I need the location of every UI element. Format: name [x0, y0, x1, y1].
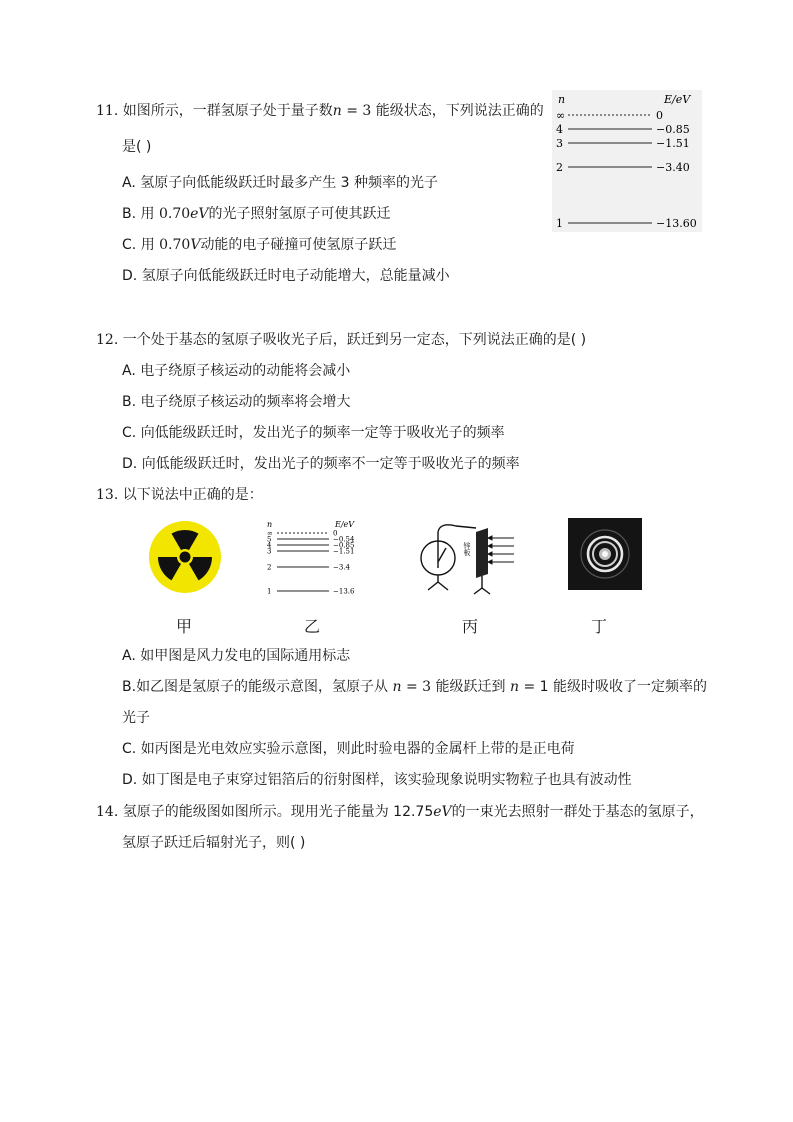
option-text: 如丙图是光电效应实验示意图，则此时验电器的金属杆上带的是正电荷	[140, 741, 575, 757]
level-n-label: 4	[267, 541, 272, 550]
q14-stem-a: 氢原子的能级图如图所示。现用光子能量为 12.75	[122, 804, 434, 820]
yi-energy-level-svg	[263, 518, 363, 600]
q13-number: 13.	[96, 487, 119, 503]
q14-stem-line2: 氢原子跃迁后辐射光子，则( )	[122, 835, 306, 851]
figure-ding-diffraction-pattern	[568, 518, 642, 590]
level-energy-label: −13.60	[656, 216, 697, 230]
diffraction-svg	[568, 518, 642, 590]
q12-option-c[interactable]	[122, 423, 505, 443]
q12-option-b[interactable]	[122, 392, 351, 412]
q14-stem-b: 的一束光去照射一群处于基态的氢原子，	[451, 804, 704, 820]
option-value: 用 0.70	[140, 237, 191, 253]
option-letter: C.	[122, 425, 137, 441]
q12-stem	[96, 330, 586, 350]
level-energy-label: −1.51	[656, 136, 690, 150]
option-text: 氢原子向低能级跃迁时电子动能增大，总能量减小	[141, 268, 450, 284]
q11-stem-a: 如图所示，一群氢原子处于量子数	[122, 103, 333, 119]
n-axis-label: n	[558, 93, 566, 106]
option-text: = 3 能级跃迁到	[401, 679, 510, 695]
q11-stem-b: 能级状态，下列说法正确的	[375, 103, 544, 119]
level-n-label: 2	[556, 160, 563, 174]
q13-option-b[interactable]	[122, 677, 707, 697]
level-n-label: 5	[267, 535, 272, 544]
caption-jia: 甲	[176, 617, 193, 636]
level-n-label: 3	[267, 547, 272, 556]
option-var: n	[392, 679, 402, 695]
option-text: 氢原子向低能级跃迁时最多产生 3 种频率的光子	[140, 175, 439, 191]
q12-stem-text: 一个处于基态的氢原子吸收光子后，跃迁到另一定态，下列说法正确的是( )	[122, 332, 587, 348]
level-energy-label: −0.85	[656, 122, 690, 136]
q13-option-d[interactable]	[122, 770, 632, 790]
level-n-label: 1	[267, 587, 272, 596]
q11-option-b[interactable]	[122, 204, 391, 224]
zinc-plate-label: 锌板	[463, 542, 471, 556]
q11-option-d[interactable]	[122, 266, 450, 286]
q13-stem	[96, 485, 263, 505]
option-text: 动能的电子碰撞可使氢原子跃迁	[200, 237, 397, 253]
option-letter: A.	[122, 648, 136, 664]
q11-stem-var: n	[332, 103, 342, 119]
option-letter: D.	[122, 456, 138, 472]
q14-stem-line1	[96, 802, 704, 822]
q11-number: 11.	[96, 103, 119, 119]
q11-energy-level-svg	[552, 90, 702, 232]
caption-ding: 丁	[591, 617, 608, 636]
q11-energy-level-diagram	[552, 90, 702, 232]
level-n-label: ∞	[267, 529, 273, 538]
q12-option-d[interactable]	[122, 454, 520, 474]
energy-axis-label: E/eV	[335, 520, 355, 529]
q11-stem-eq: = 3	[341, 103, 376, 119]
q11-stem-line2: 是( )	[122, 139, 152, 155]
level-n-label: 1	[556, 216, 563, 230]
level-n-label: 3	[556, 136, 563, 150]
q13-option-b-continued: 光子	[122, 710, 150, 726]
q12-option-a[interactable]	[122, 361, 350, 381]
option-letter: B.	[122, 679, 137, 695]
q14-unit: eV	[433, 804, 452, 820]
option-letter: D.	[122, 268, 138, 284]
connecting-wire	[438, 525, 476, 532]
option-text: 向低能级跃迁时，发出光子的频率一定等于吸收光子的频率	[140, 425, 505, 441]
option-var: n	[510, 679, 520, 695]
level-n-label: 2	[267, 563, 272, 572]
option-unit: V	[190, 237, 201, 253]
q11-option-a[interactable]	[122, 173, 438, 193]
option-letter: C.	[122, 741, 137, 757]
figure-bing-photoelectric-setup	[416, 518, 518, 596]
option-text: 向低能级跃迁时，发出光子的频率不一定等于吸收光子的频率	[141, 456, 520, 472]
q13-stem-text: 以下说法中正确的是：	[122, 487, 263, 503]
n-axis-label: n	[267, 520, 273, 529]
level-energy-label: −0.85	[333, 541, 355, 550]
q13-option-c[interactable]	[122, 739, 575, 759]
photoelectric-svg	[416, 518, 518, 596]
q13-option-a[interactable]	[122, 646, 350, 666]
option-text: 电子绕原子核运动的动能将会减小	[140, 363, 351, 379]
figure-jia-radiation-symbol	[148, 520, 222, 594]
figure-yi-energy-levels	[263, 518, 363, 600]
energy-axis-label: E/eV	[664, 93, 691, 106]
option-text: 如甲图是风力发电的国际通用标志	[140, 648, 351, 664]
option-text: 的光子照射氢原子可使其跃迁	[208, 206, 391, 222]
level-energy-label: −1.51	[333, 547, 355, 556]
q11-option-c[interactable]	[122, 235, 396, 255]
q14-number: 14.	[96, 804, 119, 820]
zinc-plate	[476, 528, 488, 578]
level-energy-label: 0	[333, 529, 338, 538]
option-text: 如丁图是电子束穿过铝箔后的衍射图样，该实验现象说明实物粒子也具有波动性	[141, 772, 632, 788]
option-text: 如乙图是氢原子的能级示意图，氢原子从	[136, 679, 393, 695]
option-letter: A.	[122, 363, 136, 379]
option-text: 电子绕原子核运动的频率将会增大	[140, 394, 351, 410]
option-text: = 1 能级时吸收了一定频率的	[519, 679, 708, 695]
light-arrows	[488, 536, 514, 564]
level-energy-label: −13.6	[333, 587, 355, 596]
option-letter: B.	[122, 206, 137, 222]
level-n-label: ∞	[556, 108, 566, 122]
level-energy-label: −3.40	[656, 160, 690, 174]
option-value: 用 0.70	[140, 206, 191, 222]
option-unit: eV	[190, 206, 209, 222]
level-energy-label: −3.4	[333, 563, 350, 572]
level-n-label: 4	[556, 122, 563, 136]
caption-bing: 丙	[462, 617, 479, 636]
caption-yi: 乙	[304, 617, 321, 636]
option-letter: A.	[122, 175, 136, 191]
radiation-icon	[148, 520, 222, 594]
electroscope-leaf	[438, 548, 446, 562]
level-energy-label: 0	[656, 108, 663, 122]
option-letter: D.	[122, 772, 138, 788]
q12-number: 12.	[96, 332, 119, 348]
option-letter: B.	[122, 394, 137, 410]
option-letter: C.	[122, 237, 137, 253]
q11-stem-line1	[96, 101, 544, 121]
level-energy-label: −0.54	[333, 535, 355, 544]
